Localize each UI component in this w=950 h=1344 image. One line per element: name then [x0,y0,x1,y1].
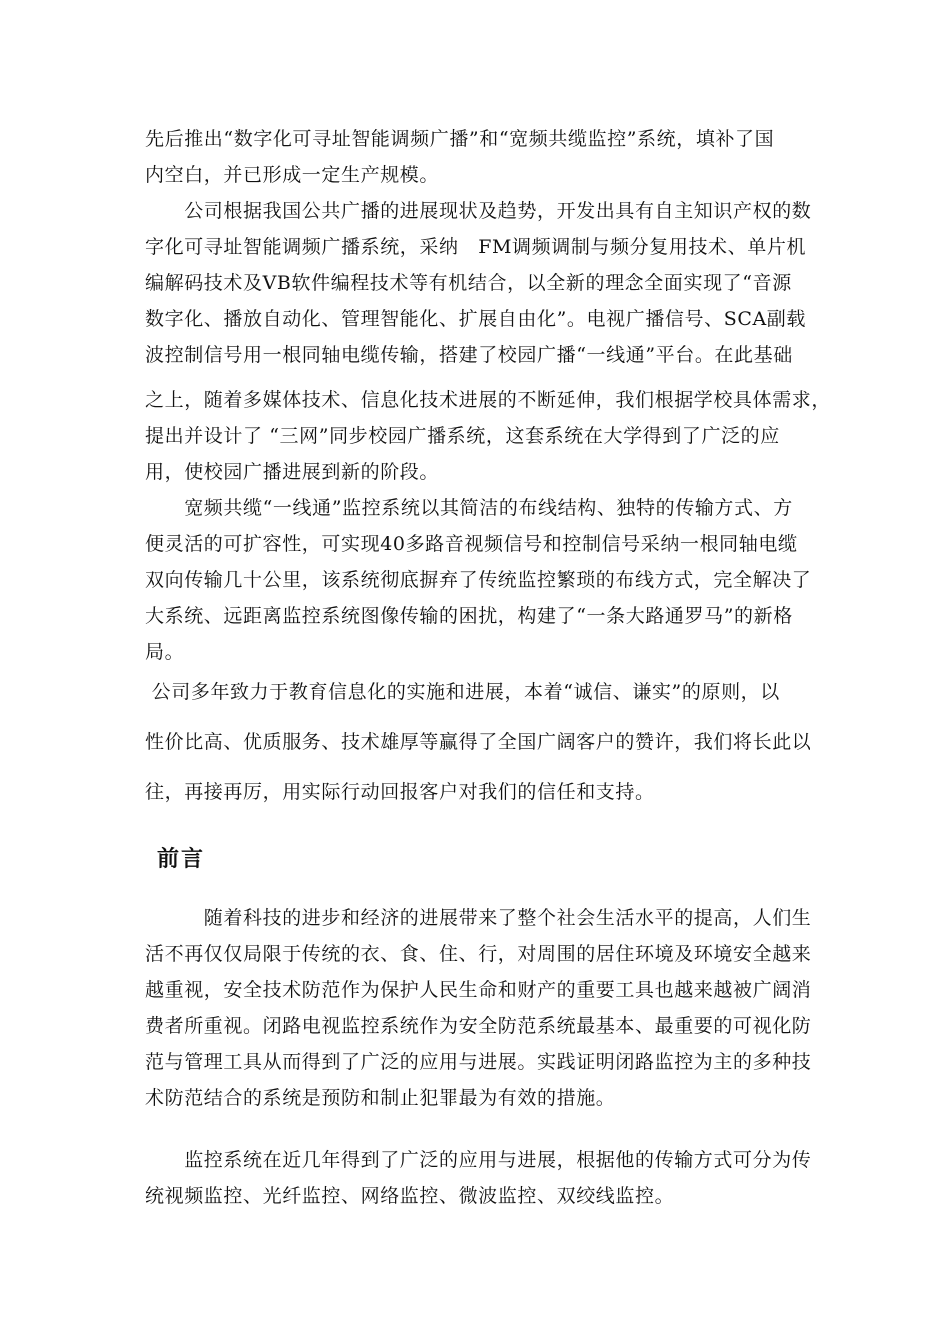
text-line: 内空白，并已形成一定生产规模。 [145,164,440,186]
text-line: 大系统、远距离监控系统图像传输的困扰，构建了“一条大路通罗马”的新格 [145,605,793,627]
text-line: 公司多年致力于教育信息化的实施和进展，本着“诚信、谦实”的原则，以 [145,681,780,703]
text-line: 字化可寻址智能调频广播系统，采纳 FM调频调制与频分复用技术、单片机 [145,236,807,258]
text-line: 往，再接再厉，用实际行动回报客户对我们的信任和支持。 [145,781,655,803]
text-line: 数字化、播放自动化、管理智能化、扩展自由化”。电视广播信号、SCA副载 [145,308,806,330]
text-line: 波控制信号用一根同轴电缆传输，搭建了校园广播“一线通”平台。在此基础 [145,344,793,366]
text-line: 越重视，安全技术防范作为保护人民生命和财产的重要工具也越来越被广阔消 [145,979,812,1001]
text-line: 术防范结合的系统是预防和制止犯罪最为有效的措施。 [145,1087,616,1109]
text-line: 用，使校园广播进展到新的阶段。 [145,461,440,483]
text-line: 费者所重视。闭路电视监控系统作为安全防范系统最基本、最重要的可视化防 [145,1015,812,1037]
text-line: 之上，随着多媒体技术、信息化技术进展的不断延伸，我们根据学校具体需求， [145,389,832,411]
text-line: 随着科技的进步和经济的进展带来了整个社会生活水平的提高，人们生 [145,907,812,929]
text-line: 提出并设计了 “三网”同步校园广播系统，这套系统在大学得到了广泛的应 [145,425,780,447]
text-line: 双向传输几十公里，该系统彻底摒弃了传统监控繁琐的布线方式，完全解决了 [145,569,812,591]
text-line: 范与管理工具从而得到了广泛的应用与进展。实践证明闭路监控为主的多种技 [145,1051,812,1073]
text-line: 先后推出“数字化可寻址智能调频广播”和“宽频共缆监控”系统，填补了国 [145,128,775,150]
text-line: 局。 [145,641,185,663]
text-line: 监控系统在近几年得到了广泛的应用与进展，根据他的传输方式可分为传 [145,1149,812,1171]
text-line: 活不再仅仅局限于传统的衣、食、住、行，对周围的居住环境及环境安全越来 [145,943,812,965]
text-line: 编解码技术及VB软件编程技术等有机结合，以全新的理念全面实现了“音源 [145,272,792,294]
section-heading: 前言 [157,847,206,872]
text-line: 统视频监控、光纤监控、网络监控、微波监控、双绞线监控。 [145,1185,675,1207]
text-line: 公司根据我国公共广播的进展现状及趋势，开发出具有自主知识产权的数 [145,200,812,222]
text-line: 便灵活的可扩容性，可实现40多路音视频信号和控制信号采纳一根同轴电缆 [145,533,798,555]
text-line: 宽频共缆“一线通”监控系统以其简洁的布线结构、独特的传输方式、方 [145,497,793,519]
text-line: 性价比高、优质服务、技术雄厚等赢得了全国广阔客户的赞许，我们将长此以 [145,731,812,753]
